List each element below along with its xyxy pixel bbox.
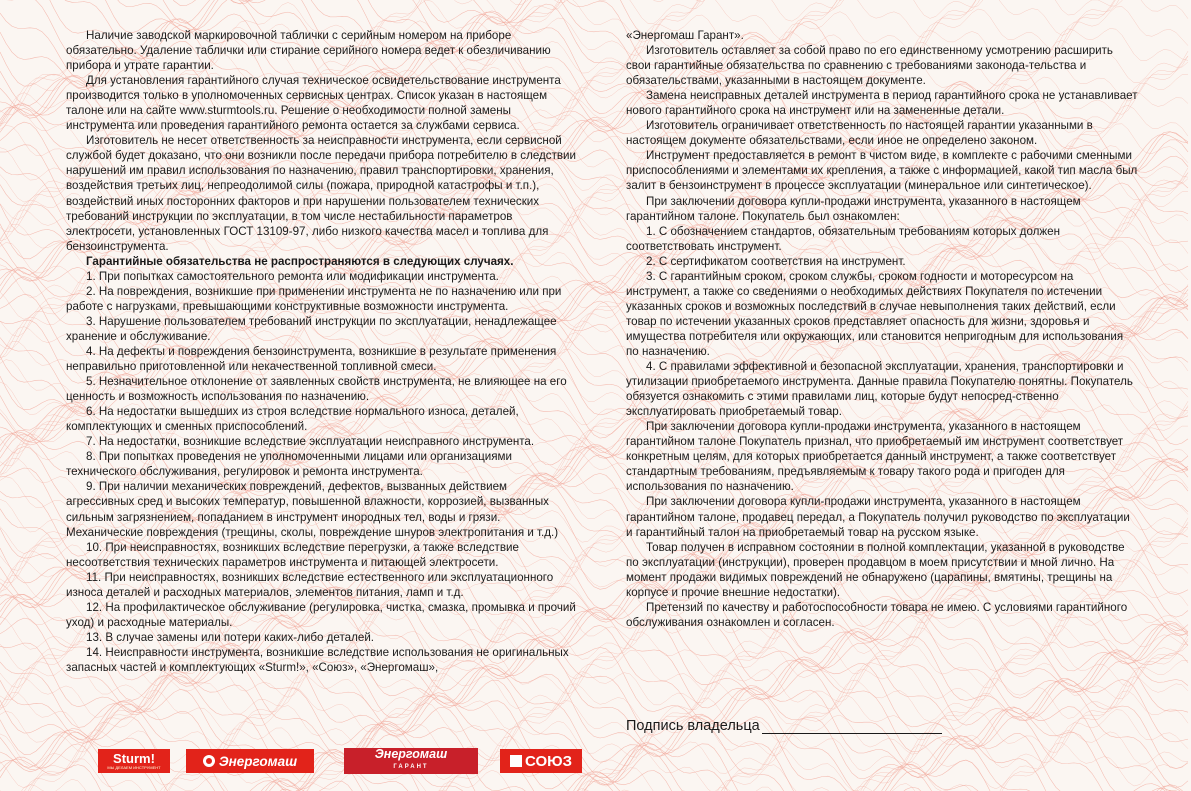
signature-line[interactable] [762,717,942,734]
paragraph: Для установления гарантийного случая техническое освидетельствование инструмента производится только в уполномоченных сервисных центрах. Список указан в настоящем талоне или на сайте www.sturmtools.ru. Решение о необходимости полной замены инструмента или проведения гарантийного ремонта остается за службами сервиса. [66,74,561,133]
list-item: 12. На профилактическое обслуживание (регулировка, чистка, смазка, промывка и прочий уход) и расходные материалы. [66,600,576,629]
paragraph: «Энергомаш Гарант». [626,29,744,42]
brand-logos [98,748,582,774]
list-item: 8. При попытках проведения не уполномоченными лицами или организациями технического обслуживания, регулировок и ремонта инструмента. [66,450,512,479]
energomash-logo-text: Энергомаш [218,753,298,769]
paragraph: Замена неисправных деталей инструмента в период гарантийного срока не устанавливает нового гарантийного срока на инструмент или на замененные детали. [626,89,1138,118]
list-item: 6. На недостатки вышедших из строя вследствие нормального износа, деталей, комплектующих и сменных приспособлений. [66,405,519,434]
list-item: 11. При неисправностях, возникших вследствие естественного или эксплуатационного износа деталей и расходных материалов, элементов питания, ламп и т.д. [66,570,554,599]
energomash-emblem-icon [203,755,215,767]
energomash-logo [186,749,314,773]
list-item: 1. При попытках самостоятельного ремонта или модификации инструмента. [86,269,499,283]
energomash-garant-logo [344,748,478,774]
left-page [66,28,578,791]
paragraph: Претензий по качеству и работоспособности товара не имею. С условиями гарантийного обслуживания ознакомлен и согласен. [626,600,1128,629]
paragraph: Инструмент предоставляется в ремонт в чистом виде, в комплекте с рабочими сменными приспособлениями и элементами их крепления, а также с информацией, какой тип масла был залит в бензоинструмент в процессе эксплуатации (минеральное или синтетическое). [626,149,1138,193]
list-item: 2. На повреждения, возникшие при применении инструмента не по назначению или при работе с нагрузками, превышающими конструктивные возможности инструмента. [66,284,562,313]
paragraph: При заключении договора купли-продажи инструмента, указанного в настоящем гарантийном талоне. Покупатель был ознакомлен: [626,194,1081,223]
right-page [626,28,1138,791]
list-item: 4. С правилами эффективной и безопасной эксплуатации, хранения, транспортировки и утилизации приобретаемого инструмента. Данные правила Покупателю понятны. Покупатель обязуется ознакомить с этими правилами лиц, которые будут непосред-ственно эксплуатировать приобретаемый товар. [626,360,1133,419]
list-item: 3. Нарушение пользователем требований инструкции по эксплуатации, ненадлежащее хранение и обслуживание. [66,314,557,343]
paragraph: При заключении договора купли-продажи инструмента, указанного в настоящем гарантийном талоне Покупатель признал, что приобретаемый им инструмент соответствует конкретным целям, для которых приобретается данный инструмент, а также соответствует стандартным требованиям, предъявляемым к товару такого рода и пригоден для использования по назначению. [626,420,1124,494]
soyuz-logo [500,749,582,773]
energomash-garant-logo-text: Энергомаш [374,747,448,761]
paragraph: Изготовитель не несет ответственность за неисправности инструмента, если сервисной службой будет доказано, что они возникли после передачи прибора потребителю в следствии нарушений им правил использования по назначению, правил транспортировки, хранения, воздействия третьих лиц, непреодолимой силы (пожара, природной катастрофы и т.п.), воздействий иных посторонних факторов и при нарушении пользователем технических требований инструкции по эксплуатации, в том числе нестабильности параметров электросети, установленных ГОСТ 13109-97, либо низкого качества масел и топлива для бензоинструмента. [66,134,577,253]
list-item: 7. На недостатки, возникшие вследствие эксплуатации неисправного инструмента. [86,435,535,449]
list-item: 3. С гарантийным сроком, сроком службы, сроком годности и моторесурсом на инструмент, а также со сведениями о необходимых действиях Покупателя по истечении указанных сроков и возможных последствий в случае невыполнения таких действий, если товар по истечении указанных сроков представляет опасность для жизни, здоровья и имущества потребителя или окружающих, или становится непригодным для использования по назначению. [626,269,1124,358]
list-item: 5. Незначительное отклонение от заявленных свойств инструмента, не влияющее на его ценность и возможность использования по назначению. [66,375,567,404]
list-item: 2. С сертификатом соответствия на инструмент. [646,254,906,268]
sturm-logo-tagline: МЫ ДЕЛАЕМ ИНСТРУМЕНТ [107,764,161,770]
garant-word: ГАРАНТ [393,764,429,770]
paragraph: При заключении договора купли-продажи инструмента, указанного в настоящем гарантийном талоне, продавец передал, а Покупатель получил руководство по эксплуатации и гарантийный талон на приобретаемый товар на русском языке. [626,495,1130,539]
soyuz-emblem-icon [510,755,522,767]
list-item: 4. На дефекты и повреждения бензоинструмента, возникшие в результате применения неправильно приготовленной или некачественной топливной смеси. [66,344,557,374]
list-item: 1. С обозначением стандартов, обязательным требованиям которых должен соответствовать инструмент. [626,224,1061,253]
signature-label: Подпись владельца [626,718,760,734]
signature-field[interactable] [626,717,942,734]
list-item: 14. Неисправности инструмента, возникшие вследствие использования не оригинальных запасных частей и комплектующих «Sturm!», «Союз», «Энергомаш», [66,645,569,674]
section-heading: Гарантийные обязательства не распространяются в следующих случаях. [86,254,514,268]
sturm-logo-text: Sturm! [113,750,155,766]
paragraph: Наличие заводской маркировочной таблички с серийным номером на приборе обязательно. Удаление таблички или стирание серийного номера ведет к обезличиванию прибора и утрате гарантии. [66,29,551,73]
list-item: 9. При наличии механических повреждений, дефектов, вызванных действием агрессивных сред и высоких температур, повышенной влажности, коррозией, вызванных сильным загрязнением, попаданием в инструмент инородных тел, воды и грязи. Механические повреждения (трещины, сколы, повреждение шнуров электропитания и т.д.) [66,480,559,539]
paragraph: Изготовитель ограничивает ответственность по настоящей гарантии указанными в настоящем документе обязательствами, если иное не определено законом. [626,119,1093,148]
paragraph: Товар получен в исправном состоянии в полной комплектации, указанной в руководстве по эксплуатации (инструкции), проверен продавцом в моем присутствии и мной лично. На момент продажи видимых повреждений не обнаружено (царапины, вмятины, трещины на корпусе и прочие внешние недостатки). [626,540,1125,599]
sturm-logo [98,749,170,773]
list-item: 10. При неисправностях, возникших вследствие перегрузки, а также вследствие несоответствия технических параметров инструмента и питающей электросети. [66,540,519,569]
paragraph: Изготовитель оставляет за собой право по его единственному усмотрению расширить свои гарантийные обязательства по сравнению с требованиями законода-тельства и обязательствами, указанными в настоящем документе. [626,44,1113,88]
list-item: 13. В случае замены или потери каких-либо деталей. [86,630,375,644]
soyuz-logo-text: СОЮЗ [525,752,572,770]
